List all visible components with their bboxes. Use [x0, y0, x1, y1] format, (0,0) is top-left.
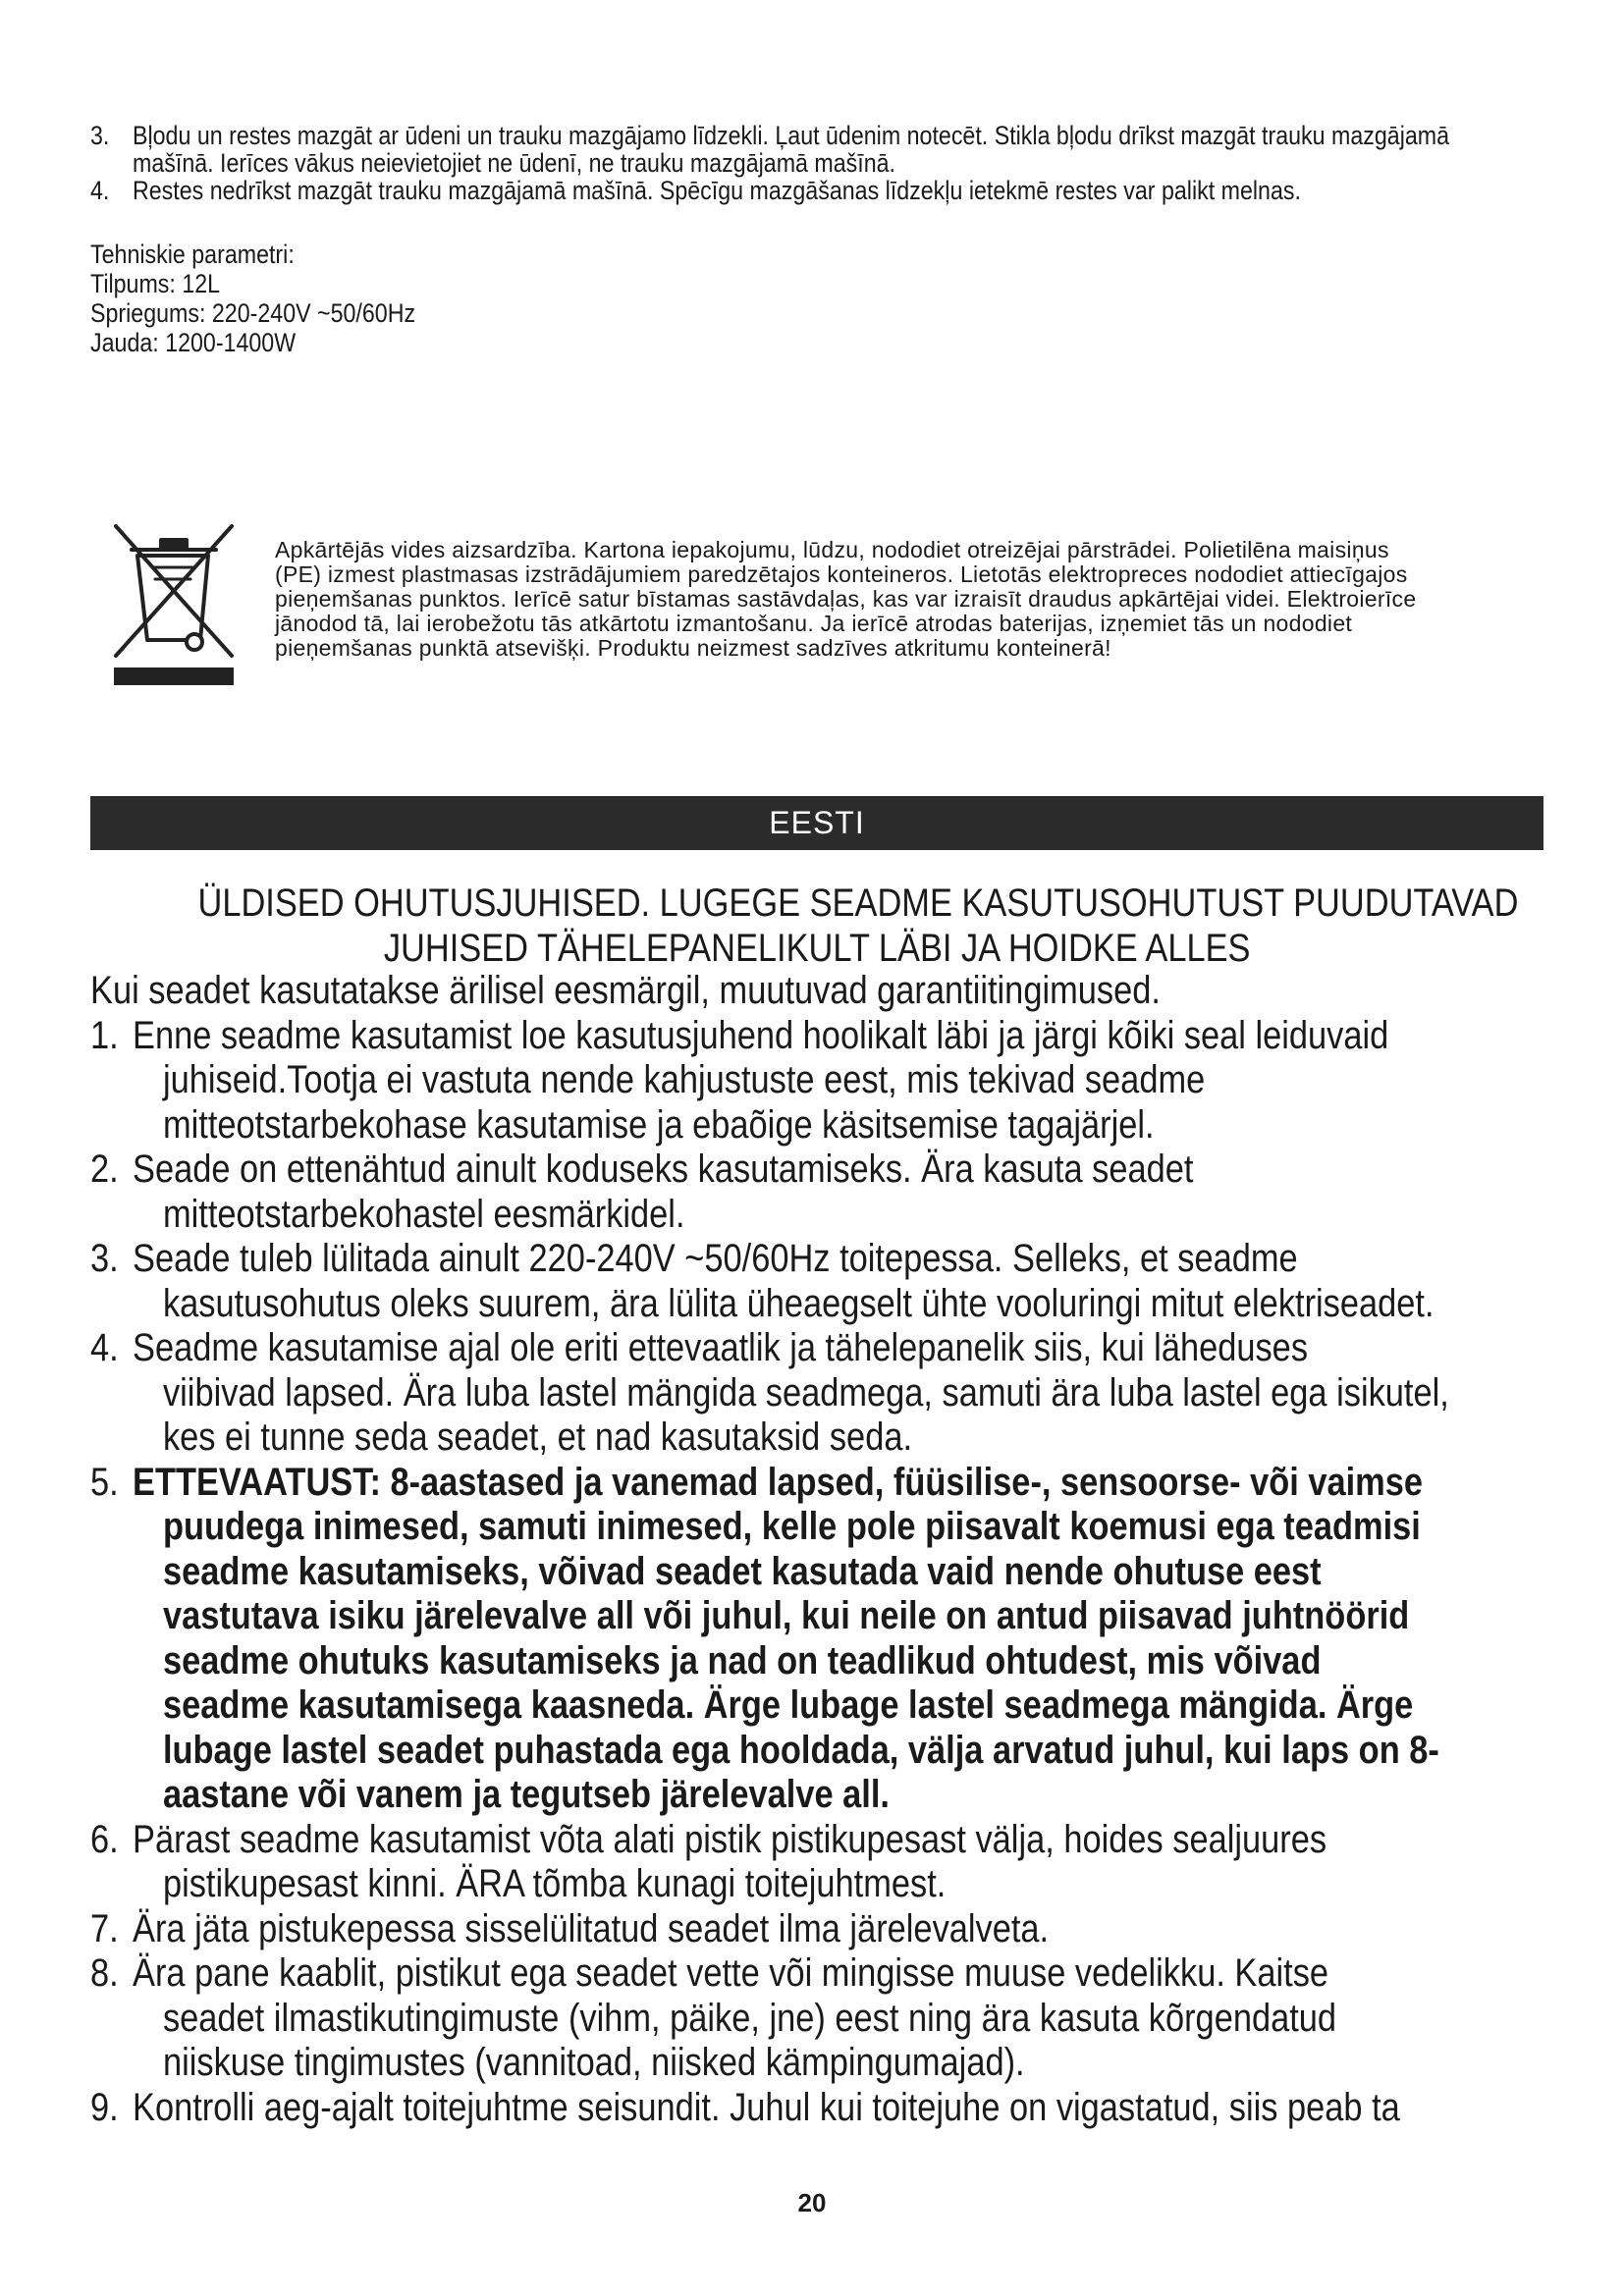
list-item [90, 177, 1449, 204]
environment-line: Apkārtējās vides aizsardzība. Kartona iepakojumu, lūdzu, nododiet otreizējai pārstrādei. Polietilēna maisiņus [275, 537, 1389, 562]
list-item [90, 122, 1449, 177]
warning-list-item [90, 1461, 1449, 1818]
list-item-line: juhiseid.Tootja ei vastuta nende kahjustuste eest, mis tekivad seadme [162, 1058, 1206, 1101]
list-item-number: 1. [90, 1013, 119, 1057]
list-item-line: lubage lastel seadet puhastada ega hooldada, välja arvatud juhul, kui laps on 8- [162, 1728, 1439, 1772]
list-item-line: seadme kasutamisega kaasneda. Ärge lubage lastel seadmega mängida. Ärge [162, 1683, 1414, 1727]
cleaning-list [90, 122, 1449, 204]
list-item [90, 1907, 1449, 1952]
list-item-number: 5. [90, 1460, 119, 1504]
list-item-number: 3. [90, 121, 110, 150]
list-item-line: Seadme kasutamise ajal ole eriti ettevaatlik ja tähelepanelik siis, kui läheduses [133, 1326, 1309, 1369]
safety-heading [90, 881, 1543, 971]
list-item-line: mitteotstarbekohastel eesmärkidel. [162, 1192, 685, 1236]
list-item [90, 2086, 1449, 2131]
spec-power: Jauda: 1200-1400W [90, 328, 297, 357]
list-item-line: Kontrolli aeg-ajalt toitejuhtme seisundit. Juhul kui toitejuhe on vigastatud, siis peab ta [133, 2085, 1400, 2129]
list-item-line: Seade tuleb lülitada ainult 220-240V ~50/60Hz toitepessa. Selleks, et seadme [133, 1237, 1298, 1280]
list-item-line: ETTEVAATUST: 8-aastased ja vanemad lapsed, füüsilise-, sensoorse- või vaimse [133, 1460, 1424, 1504]
spec-voltage: Spriegums: 220-240V ~50/60Hz [90, 298, 416, 328]
technical-specs [90, 240, 415, 357]
list-item-number: 9. [90, 2085, 119, 2129]
environment-line: pieņemšanas punktos. Ierīcē satur bīstamas sastāvdaļas, kas var izraisīt draudus apkārtējai videi. Elektroierīce [275, 586, 1417, 612]
section-banner: EESTI [90, 796, 1543, 850]
list-item-line: Restes nedrīkst mazgāt trauku mazgājamā mašīnā. Spēcīgu mazgāšanas līdzekļu ietekmē restes var palikt melnas. [133, 176, 1301, 205]
list-item-number: 6. [90, 1817, 119, 1861]
environment-line: pieņemšanas punktā atsevišķi. Produktu neizmest sadzīves atkritumu konteinerā! [275, 635, 1111, 661]
spec-capacity: Tilpums: 12L [90, 269, 221, 298]
list-item [90, 1951, 1449, 2086]
list-item-line: seadme kasutamiseks, võivad seadet kasutada vaid nende ohutuse eest [162, 1549, 1322, 1593]
list-item-line: puudega inimesed, samuti inimesed, kelle pole piisavalt koemusi ega teadmisi [162, 1505, 1421, 1548]
list-item-line: mašīnā. Ierīces vākus neievietojiet ne ūdenī, ne trauku mazgājamā mašīnā. [133, 148, 896, 178]
list-item-line: niiskuse tingimustes (vannitoad, niisked kämpingumajad). [162, 2041, 1025, 2084]
environment-notice [275, 538, 1522, 661]
page-number: 20 [797, 2188, 827, 2217]
list-item [90, 1014, 1449, 1148]
list-item-line: Bļodu un restes mazgāt ar ūdeni un trauku mazgājamo līdzekli. Ļaut ūdenim notecēt. Stikla bļodu drīkst mazgāt trauku mazgājamā [133, 121, 1450, 150]
list-item-number: 3. [90, 1237, 119, 1280]
environment-line: (PE) izmest plastmasas izstrādājumiem paredzētajos konteineros. Lietotās elektropreces nododiet attiecīgajos [275, 561, 1408, 587]
list-item-line: mitteotstarbekohase kasutamise ja ebaõige käsitsemise tagajärjel. [162, 1102, 1155, 1147]
list-item [90, 1326, 1449, 1461]
list-item [90, 1148, 1449, 1237]
intro-text: Kui seadet kasutatakse ärilisel eesmärgil, muutuvad garantiitingimused. [90, 969, 1161, 1012]
environment-line: jānodod tā, lai ierobežotu tās atkārtotu izmantošanu. Ja ierīcē atrodas baterijas, izņemiet tās un nododiet [275, 611, 1353, 636]
list-item-number: 7. [90, 1906, 119, 1950]
list-item-line: Pärast seadme kasutamist võta alati pistik pistikupesast välja, hoides sealjuures [133, 1817, 1327, 1861]
list-item-number: 8. [90, 1951, 119, 1995]
list-item-line: Seade on ettenähtud ainult koduseks kasutamiseks. Ära kasuta seadet [133, 1148, 1194, 1191]
list-item-line: Ära pane kaablit, pistikut ega seadet vette või mingisse muuse vedelikku. Kaitse [133, 1951, 1329, 1995]
list-item-line: pistikupesast kinni. ÄRA tõmba kunagi toitejuhtmest. [162, 1862, 947, 1905]
list-item-number: 4. [90, 176, 110, 205]
safety-list [90, 969, 1449, 2130]
list-item-line: Ära jäta pistukepessa sisselülitatud seadet ilma järelevalveta. [133, 1906, 1050, 1950]
heading-line: JUHISED TÄHELEPANELIKULT LÄBI JA HOIDKE ALLES [383, 927, 1251, 970]
specs-title: Tehniskie parametri: [90, 240, 295, 269]
heading-line: ÜLDISED OHUTUSJUHISED. LUGEGE SEADME KASUTUSOHUTUST PUUDUTAVAD [197, 881, 1519, 925]
weee-crossed-bin-icon [110, 520, 238, 685]
list-item-line: Enne seadme kasutamist loe kasutusjuhend hoolikalt läbi ja järgi kõiki seal leiduvaid [133, 1013, 1389, 1057]
list-item-number: 4. [90, 1326, 119, 1369]
list-item-line: kasutusohutus oleks suurem, ära lülita üheaegselt ühte vooluringi mitut elektriseadet. [162, 1281, 1435, 1325]
list-item [90, 1818, 1449, 1907]
list-item-line: kes ei tunne seda seadet, et nad kasutaksid seda. [162, 1415, 913, 1459]
list-item-line: aastane või vanem ja tegutseb järelevalve all. [162, 1773, 890, 1816]
list-item-line: viibivad lapsed. Ära luba lastel mängida seadmega, samuti ära luba lastel ega isikutel, [162, 1370, 1449, 1415]
list-item-line: seadet ilmastikutingimuste (vihm, päike, jne) eest ning ära kasuta kõrgendatud [162, 1996, 1337, 2040]
list-item-number: 2. [90, 1148, 119, 1191]
list-item-line: seadme ohutuks kasutamiseks ja nad on teadlikud ohtudest, mis võivad [162, 1638, 1322, 1682]
list-item-line: vastutava isiku järelevalve all või juhul, kui neile on antud piisavad juhtnöörid [162, 1594, 1410, 1637]
list-item [90, 1237, 1449, 1326]
